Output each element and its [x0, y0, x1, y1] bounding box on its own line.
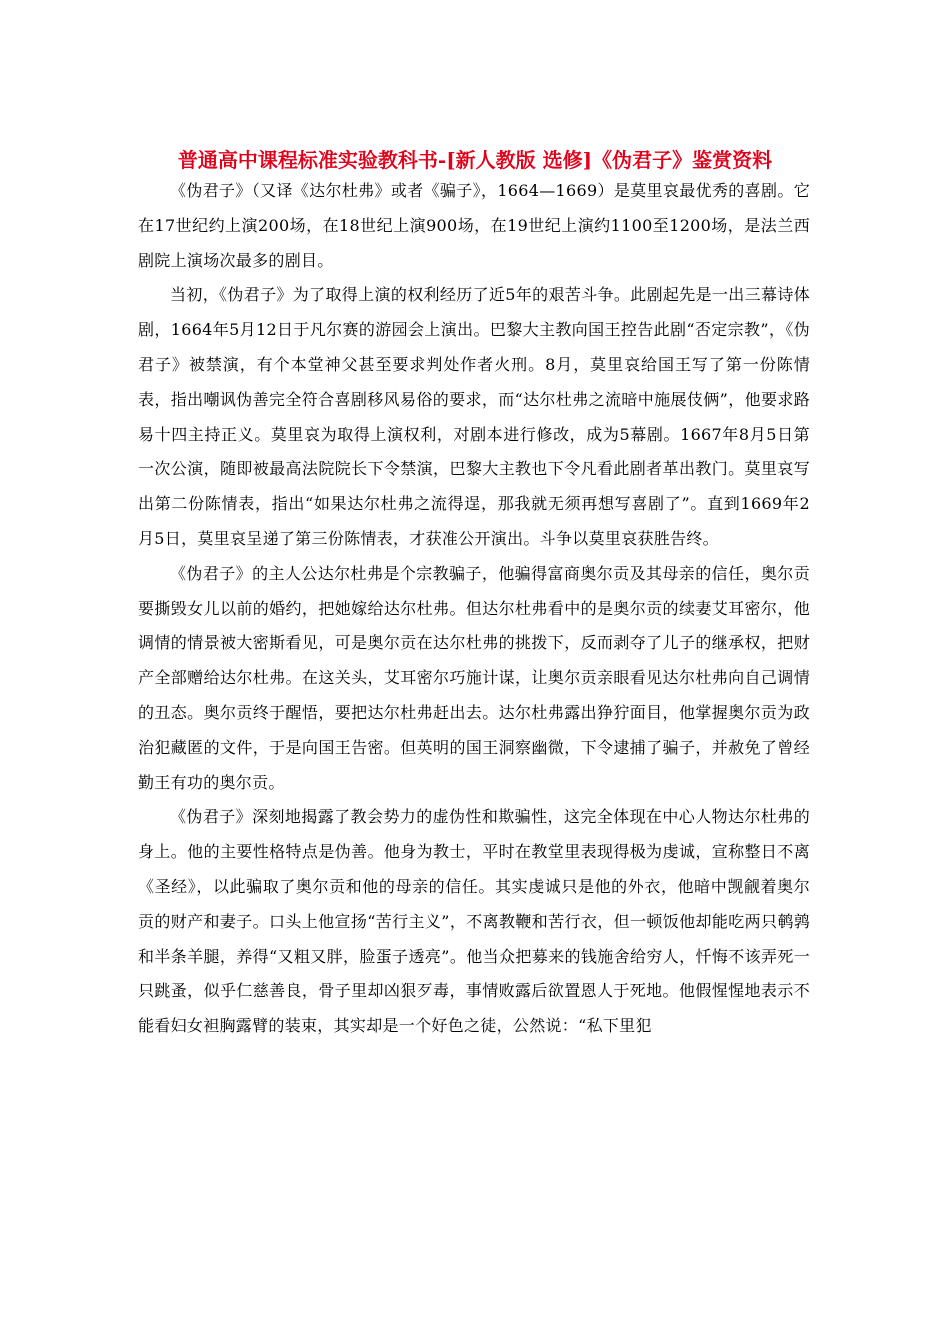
- paragraph-1: 《伪君子》（又译《达尔杜弗》或者《骗子》，1664—1669）是莫里哀最优秀的喜剧。它在17世纪约上演200场，在18世纪上演900场，在19世纪上演约1100至1200场，是法兰西剧院上演场次最多的剧目。: [138, 181, 810, 270]
- paragraph-3: 《伪君子》的主人公达尔杜弗是个宗教骗子，他骗得富商奥尔贡及其母亲的信任，奥尔贡要撕毁女儿以前的婚约，把她嫁给达尔杜弗。但达尔杜弗看中的是奥尔贡的续妻艾耳密尔，他调情的情景被大密斯看见，可是奥尔贡在达尔杜弗的挑拨下，反而剥夺了儿子的继承权，把财产全部赠给达尔杜弗。在这关头，艾耳密尔巧施计谋，让奥尔贡亲眼看见达尔杜弗向自己调情的丑态。奥尔贡终于醒悟，要把达尔杜弗赶出去。达尔杜弗露出狰狞面目，他掌握奥尔贡为政治犯藏匿的文件，于是向国王告密。但英明的国王洞察幽微，下令逮捕了骗子，并赦免了曾经勤王有功的奥尔贡。: [138, 563, 810, 792]
- paragraph-4: 《伪君子》深刻地揭露了教会势力的虚伪性和欺骗性，这完全体现在中心人物达尔杜弗的身上。他的主要性格特点是伪善。他身为教士，平时在教堂里表现得极为虔诚，宣称整日不离《圣经》，以此骗取了奥尔贡和他的母亲的信任。其实虔诚只是他的外衣，他暗中觊觎着奥尔贡的财产和妻子。口头上他宣扬“苦行主义”，不离教鞭和苦行衣，但一顿饭他却能吃两只鹌鹑和半条羊腿，养得“又粗又胖，脸蛋子透亮”。他当众把募来的钱施舍给穷人，忏悔不该弄死一只跳蚤，似乎仁慈善良，骨子里却凶狠歹毒，事情败露后欲置恩人于死地。他假惺惺地表示不能看妇女袒胸露臂的装束，其实却是一个好色之徒，公然说：“私下里犯: [138, 807, 810, 1036]
- paragraph-2: 当初，《伪君子》为了取得上演的权利经历了近5年的艰苦斗争。此剧起先是一出三幕诗体剧，1664年5月12日于凡尔赛的游园会上演出。巴黎大主教向国王控告此剧“否定宗教”，《伪君子》被禁演，有个本堂神父甚至要求判处作者火刑。8月，莫里哀给国王写了第一份陈情表，指出嘲讽伪善完全符合喜剧移风易俗的要求，而“达尔杜弗之流暗中施展伎俩”，他要求路易十四主持正义。莫里哀为取得上演权利，对剧本进行修改，成为5幕剧。1667年8月5日第一次公演，随即被最高法院院长下令禁演，巴黎大主教也下令凡看此剧者革出教门。莫里哀写出第二份陈情表，指出“如果达尔杜弗之流得逞，那我就无须再想写喜剧了”。直到1669年2月5日，莫里哀呈递了第三份陈情表，才获准公开演出。斗争以莫里哀获胜告终。: [138, 285, 810, 548]
- document-body: [138, 174, 810, 1044]
- document-title: 普通高中课程标准实验教科书-[新人教版 选修]《伪君子》鉴赏资料: [177, 148, 773, 172]
